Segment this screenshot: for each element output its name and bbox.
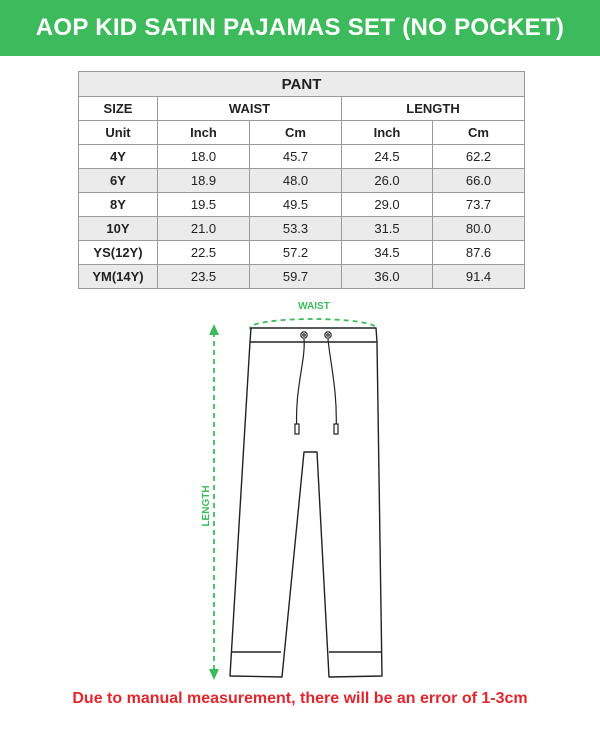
pant-diagram xyxy=(190,300,420,690)
waist-inch-cell: 22.5 xyxy=(158,241,250,265)
size-cell: YS(12Y) xyxy=(79,241,158,265)
waist-cm-header: Cm xyxy=(250,121,342,145)
waist-cm-cell: 59.7 xyxy=(250,265,342,289)
table-row xyxy=(79,169,525,193)
length-inch-cell: 29.0 xyxy=(342,193,433,217)
page-title: AOP KID SATIN PAJAMAS SET (NO POCKET) xyxy=(35,14,565,41)
length-inch-cell: 24.5 xyxy=(342,145,433,169)
waist-cm-cell: 45.7 xyxy=(250,145,342,169)
waist-header: WAIST xyxy=(158,97,342,121)
measurement-note: Due to manual measurement, there will be an error of 1-3cm xyxy=(72,690,528,707)
waist-cm-cell: 49.5 xyxy=(250,193,342,217)
table-row xyxy=(79,241,525,265)
length-cm-cell: 73.7 xyxy=(433,193,525,217)
header-banner xyxy=(0,0,600,56)
group-header-row xyxy=(79,97,525,121)
table-row xyxy=(79,193,525,217)
waist-cm-cell: 48.0 xyxy=(250,169,342,193)
length-inch-cell: 31.5 xyxy=(342,217,433,241)
waist-label: WAIST xyxy=(298,301,330,312)
table-row xyxy=(79,145,525,169)
size-cell: 8Y xyxy=(79,193,158,217)
pant-outline xyxy=(230,328,382,677)
length-cm-cell: 91.4 xyxy=(433,265,525,289)
unit-header-row xyxy=(79,121,525,145)
waist-inch-header: Inch xyxy=(158,121,250,145)
waist-inch-cell: 23.5 xyxy=(158,265,250,289)
length-cm-cell: 62.2 xyxy=(433,145,525,169)
waist-inch-cell: 19.5 xyxy=(158,193,250,217)
table-title: PANT xyxy=(79,72,525,97)
table-row xyxy=(79,265,525,289)
size-cell: YM(14Y) xyxy=(79,265,158,289)
length-inch-cell: 34.5 xyxy=(342,241,433,265)
length-label: LENGTH xyxy=(201,485,212,527)
length-inch-cell: 36.0 xyxy=(342,265,433,289)
waist-inch-cell: 18.0 xyxy=(158,145,250,169)
table-title-row xyxy=(79,72,525,97)
waist-inch-cell: 18.9 xyxy=(158,169,250,193)
length-cm-header: Cm xyxy=(433,121,525,145)
length-inch-header: Inch xyxy=(342,121,433,145)
size-chart-table xyxy=(78,71,525,289)
length-header: LENGTH xyxy=(342,97,525,121)
size-cell: 4Y xyxy=(79,145,158,169)
waist-cm-cell: 57.2 xyxy=(250,241,342,265)
size-cell: 6Y xyxy=(79,169,158,193)
length-cm-cell: 87.6 xyxy=(433,241,525,265)
length-inch-cell: 26.0 xyxy=(342,169,433,193)
size-cell: 10Y xyxy=(79,217,158,241)
size-header: SIZE xyxy=(79,97,158,121)
table-row xyxy=(79,217,525,241)
waist-inch-cell: 21.0 xyxy=(158,217,250,241)
length-cm-cell: 80.0 xyxy=(433,217,525,241)
length-cm-cell: 66.0 xyxy=(433,169,525,193)
waist-cm-cell: 53.3 xyxy=(250,217,342,241)
unit-header: Unit xyxy=(79,121,158,145)
